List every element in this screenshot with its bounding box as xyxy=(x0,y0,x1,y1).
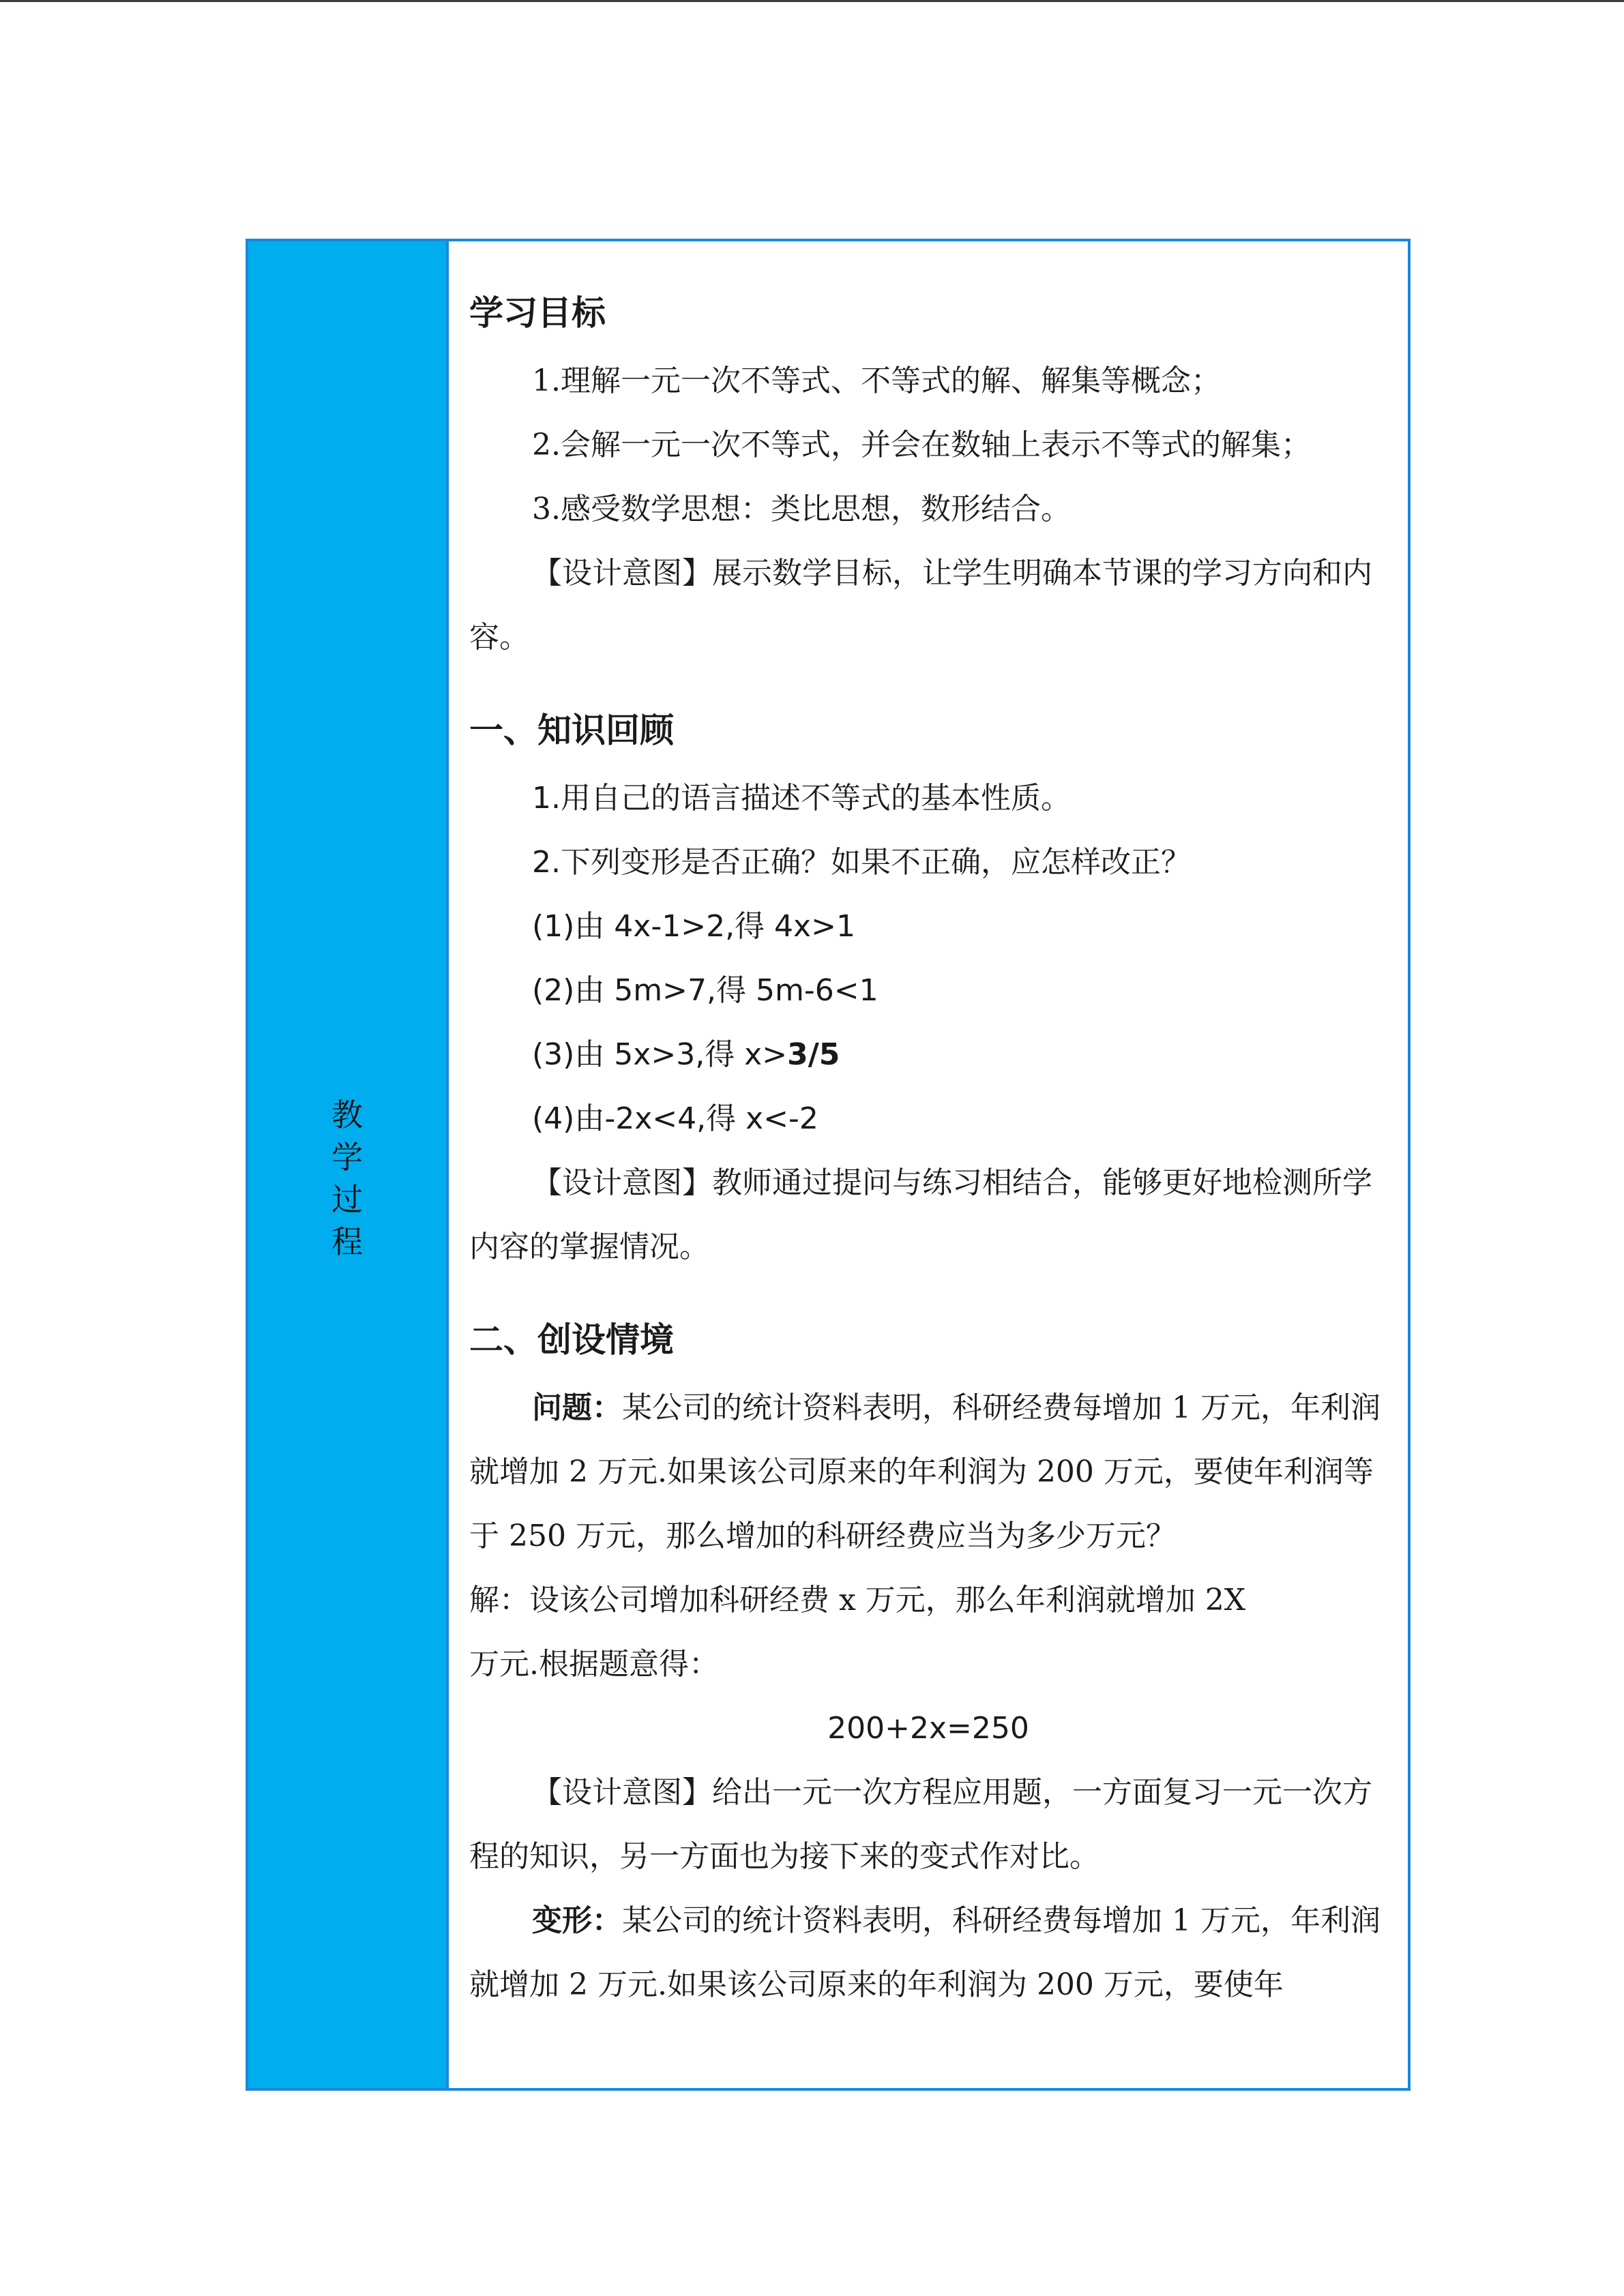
design-intent-objectives: 【设计意图】展示数学目标，让学生明确本节课的学习方向和内容。 xyxy=(469,556,1372,655)
lesson-table xyxy=(246,239,1411,2091)
scenario-problem xyxy=(469,1376,1387,1568)
design-intent-scenario: 【设计意图】给出一元一次方程应用题，一方面复习一元一次方程的知识，另一方面也为接下来的变式作对比。 xyxy=(469,1775,1372,1874)
content-cell xyxy=(449,241,1408,2088)
problem-label: 问题： xyxy=(532,1390,622,1425)
review-item-text: (1)由 4x-1>2,得 4x>1 xyxy=(532,909,855,944)
objectives-title: 学习目标 xyxy=(469,293,606,333)
review-question-1: 1.用自己的语言描述不等式的基本性质。 xyxy=(532,781,1071,816)
page-top-rule xyxy=(0,0,1624,2)
review-question-2: 2.下列变形是否正确？如果不正确，应怎样改正？ xyxy=(532,845,1191,880)
review-item-3 xyxy=(469,1023,1387,1087)
review-item-text: (4)由-2x<4,得 x<-2 xyxy=(532,1101,818,1136)
review-item-1 xyxy=(469,895,1387,959)
row-label-cell xyxy=(248,241,449,2088)
objective-item: 3.感受数学思想：类比思想，数形结合。 xyxy=(532,492,1071,526)
review-title: 一、知识回顾 xyxy=(469,711,674,750)
review-item-text: (2)由 5m>7,得 5m-6<1 xyxy=(532,973,879,1008)
objective-item: 2.会解一元一次不等式，并会在数轴上表示不等式的解集； xyxy=(532,428,1311,462)
row-label: 教学过程 xyxy=(331,1097,363,1260)
design-intent-review: 【设计意图】教师通过提问与练习相结合，能够更好地检测所学内容的掌握情况。 xyxy=(469,1165,1372,1264)
scenario-title: 二、创设情境 xyxy=(469,1320,674,1360)
solution-line-2: 万元.根据题意得： xyxy=(469,1647,719,1682)
problem-text: 某公司的统计资料表明，科研经费每增加 1 万元，年利润就增加 2 万元.如果该公司原来的年利润为 200 万元，要使年利润等于 250 万元，那么增加的科研经费应当为多少万元？ xyxy=(469,1390,1381,1553)
review-item-fraction: 3/5 xyxy=(787,1037,840,1072)
objective-item: 1.理解一元一次不等式、不等式的解、解集等概念； xyxy=(532,363,1221,398)
variant-text: 某公司的统计资料表明，科研经费每增加 1 万元，年利润就增加 2 万元.如果该公司原来的年利润为 200 万元，要使年 xyxy=(469,1903,1381,2002)
scenario-variant xyxy=(469,1889,1387,2017)
equation: 200+2x=250 xyxy=(827,1711,1029,1746)
solution-line-1: 解：设该公司增加科研经费 x 万元，那么年利润就增加 2X xyxy=(469,1583,1246,1617)
review-item-2 xyxy=(469,959,1387,1023)
review-item-4 xyxy=(469,1087,1387,1151)
variant-label: 变形： xyxy=(532,1903,622,1938)
review-item-text: (3)由 5x>3,得 x> xyxy=(532,1037,788,1072)
